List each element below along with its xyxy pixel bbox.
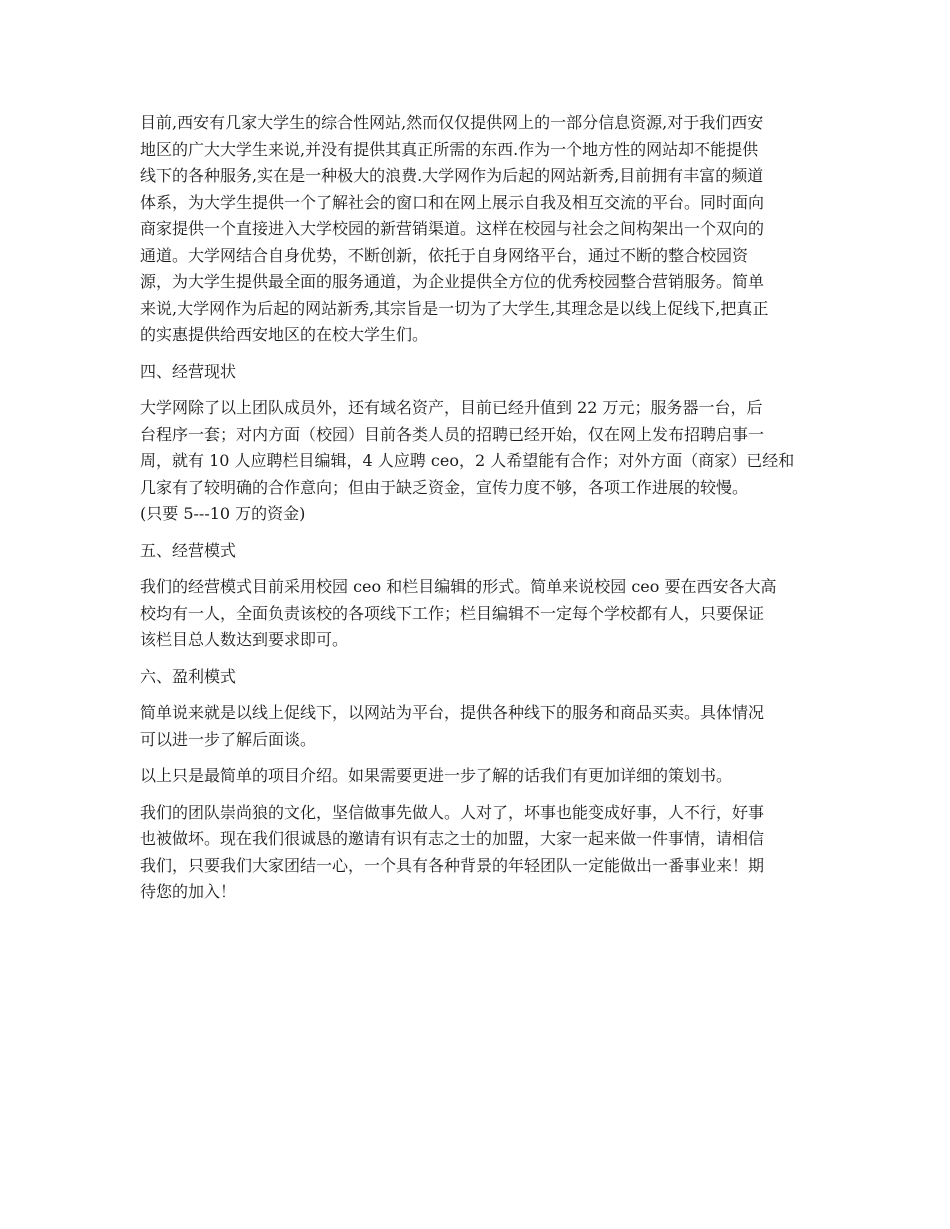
text-line: 周，就有 10 人应聘栏目编辑，4 人应聘 ceo，2 人希望能有合作；对外方面（商家）已经和 [140,451,795,470]
text-line: 体系，为大学生提供一个了解社会的窗口和在网上展示自我及相互交流的平台。同时面向 [140,192,765,212]
business-model-paragraph [140,574,812,654]
text-line: 台程序一套；对内方面（校园）目前各类人员的招聘已经开始，仅在网上发布招聘启事一 [140,424,765,444]
text-line: 简单说来就是以线上促线下，以网站为平台，提供各种线下的服务和商品买卖。具体情况 [140,703,765,722]
text-line: 可以进一步了解后面谈。 [140,729,317,749]
text-line: 商家提供一个直接进入大学校园的新营销渠道。这样在校园与社会之间构架出一个双向的 [140,219,765,238]
text-line: 大学网除了以上团队成员外，还有域名资产，目前已经升值到 22 万元；服务器一台，后 [140,398,763,417]
section-heading-profit-model: 六、盈利模式 [140,666,237,686]
text-line: 我们的团队崇尚狼的文化，坚信做事先做人。人对了，坏事也能变成好事，人不行，好事 [140,802,765,822]
text-line: 地区的广大大学生来说,并没有提供其真正所需的东西.作为一个地方性的网站却不能提供 [140,139,759,159]
profit-model-paragraph [140,700,812,753]
operation-status-paragraph [140,395,812,528]
text-line: 来说,大学网作为后起的网站新秀,其宗旨是一切为了大学生,其理念是以线上促线下,把真正 [140,298,769,318]
text-line: 几家有了较明确的合作意向；但由于缺乏资金，宣传力度不够，各项工作进展的较慢。 [140,477,749,497]
section-heading-business-model: 五、经营模式 [140,540,237,560]
text-line: 待您的加入！ [140,882,237,901]
section-heading-operation-status: 四、经营现状 [140,361,237,381]
text-line: 我们，只要我们大家团结一心，一个具有各种背景的年轻团队一定能做出一番事业来！期 [140,855,765,875]
text-line: 的实惠提供给西安地区的在校大学生们。 [140,325,429,344]
summary-paragraph [140,763,812,790]
text-line: 也被做坏。现在我们很诚恳的邀请有识有志之士的加盟，大家一起来做一件事情，请相信 [140,829,765,848]
intro-paragraph [140,110,812,349]
text-line: 线下的各种服务,实在是一种极大的浪费.大学网作为后起的网站新秀,目前拥有丰富的频道 [140,166,764,185]
text-line: 校均有一人，全面负责该校的各项线下工作；栏目编辑不一定每个学校都有人，只要保证 [140,603,765,623]
text-line: 通道。大学网结合自身优势，不断创新，依托于自身网络平台，通过不断的整合校园资 [140,245,749,265]
text-line: 我们的经营模式目前采用校园 ceo 和栏目编辑的形式。简单来说校园 ceo 要在西安各大高 [140,577,777,596]
text-line: 源，为大学生提供最全面的服务通道，为企业提供全方位的优秀校园整合营销服务。简单 [140,272,765,291]
closing-paragraph [140,800,812,906]
text-line: (只要 5---10 万的资金) [140,504,306,523]
text-line: 该栏目总人数达到要求即可。 [140,630,349,649]
document-page [140,110,812,916]
text-line: 目前,西安有几家大学生的综合性网站,然而仅仅提供网上的一部分信息资源,对于我们西安 [140,113,764,132]
text-line: 以上只是最简单的项目介绍。如果需要更进一步了解的话我们有更加详细的策划书。 [140,766,733,785]
